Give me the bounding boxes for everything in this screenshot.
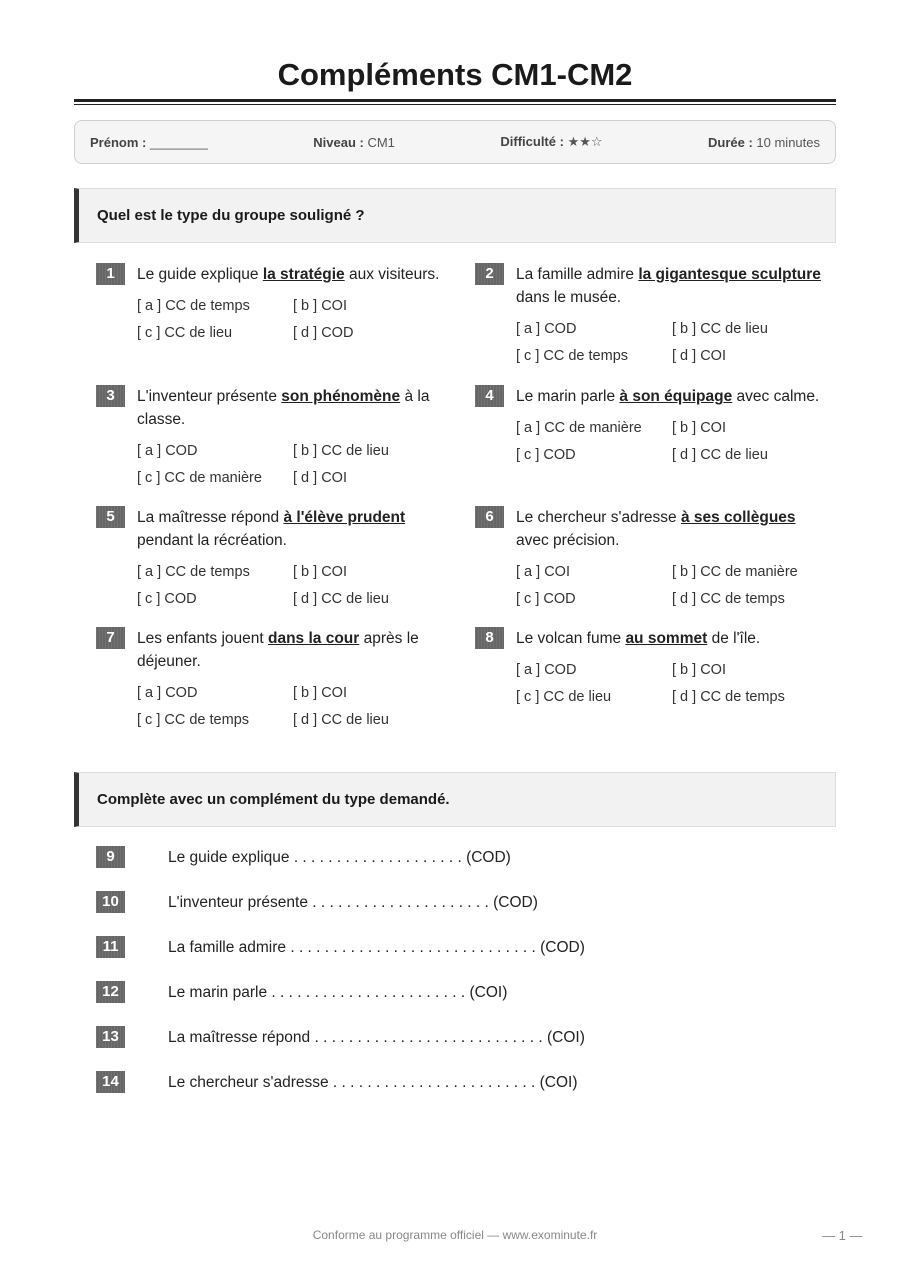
option-c[interactable]: [ c ] COD: [516, 447, 576, 463]
option-d[interactable]: [ d ] CC de lieu: [293, 712, 389, 728]
option-a[interactable]: [ a ] COD: [137, 443, 198, 459]
option-c[interactable]: [ c ] CC de lieu: [137, 325, 233, 341]
option-c[interactable]: [ c ] COD: [137, 591, 197, 607]
answer-options: [137, 682, 446, 731]
option-a[interactable]: [ a ] CC de temps: [137, 564, 250, 580]
option-d[interactable]: [ d ] CC de temps: [672, 689, 785, 705]
question-text: Le marin parle à son équipage avec calme.: [516, 388, 820, 405]
question-number: 2: [475, 263, 504, 285]
option-b[interactable]: [ b ] COI: [672, 662, 726, 678]
niveau-label: Niveau :: [313, 134, 364, 150]
underlined-group: la gigantesque sculpture: [638, 266, 821, 283]
question-number: 11: [96, 936, 125, 958]
niveau-field: [313, 135, 395, 150]
underlined-group: son phénomène: [281, 388, 401, 405]
question-text: Le chercheur s'adresse à ses collègues avec précision.: [516, 509, 796, 549]
option-c[interactable]: [ c ] CC de temps: [137, 712, 250, 728]
underlined-group: à son équipage: [619, 388, 733, 405]
option-a[interactable]: [ a ] CC de temps: [137, 298, 250, 314]
question-number: 1: [96, 263, 125, 285]
question-text: La famille admire la gigantesque sculpture dans le musée.: [516, 266, 821, 306]
answer-options: [516, 659, 825, 708]
option-d[interactable]: [ d ] COI: [672, 348, 726, 364]
difficulte-value: ★★☆: [567, 134, 603, 149]
answer-options: [137, 561, 446, 610]
question-number: 14: [96, 1071, 125, 1093]
option-b[interactable]: [ b ] COI: [293, 685, 347, 701]
title-rule-thick: [74, 99, 836, 102]
page-title: Compléments CM1-CM2: [277, 57, 633, 92]
question-item: [475, 263, 825, 367]
underlined-group: à ses collègues: [680, 509, 796, 526]
info-bar: [74, 120, 836, 164]
section-title: Complète avec un complément du type demandé.: [97, 791, 450, 808]
prenom-field[interactable]: [90, 135, 208, 150]
question-item: [96, 627, 446, 731]
answer-options: [137, 295, 446, 344]
underlined-group: la stratégie: [262, 266, 345, 283]
answer-options: [516, 417, 825, 466]
section-title: Quel est le type du groupe souligné ?: [97, 207, 365, 224]
duree-value: 10 minutes: [756, 134, 820, 150]
question-text: Le volcan fume au sommet de l'île.: [516, 630, 761, 647]
option-a[interactable]: [ a ] COD: [516, 321, 577, 337]
option-a[interactable]: [ a ] COI: [516, 564, 570, 580]
niveau-value: CM1: [367, 134, 395, 150]
question-number: 10: [96, 891, 125, 913]
question-number: 8: [475, 627, 504, 649]
question-text: Les enfants jouent dans la cour après le déjeuner.: [137, 630, 419, 670]
question-number: 12: [96, 981, 125, 1003]
answer-options: [516, 561, 825, 610]
prenom-value: ________: [149, 134, 208, 150]
underlined-group: au sommet: [625, 630, 708, 647]
option-a[interactable]: [ a ] CC de manière: [516, 420, 642, 436]
duree-label: Durée :: [707, 134, 753, 150]
option-a[interactable]: [ a ] COD: [137, 685, 198, 701]
difficulte-field: [500, 134, 602, 150]
question-item: [96, 506, 446, 610]
difficulte-label: Difficulté :: [500, 134, 564, 149]
question-item: [475, 385, 825, 466]
option-b[interactable]: [ b ] CC de lieu: [293, 443, 389, 459]
question-number: 3: [96, 385, 125, 407]
option-d[interactable]: [ d ] CC de lieu: [672, 447, 768, 463]
option-c[interactable]: [ c ] CC de manière: [137, 470, 262, 486]
option-c[interactable]: [ c ] COD: [516, 591, 576, 607]
underlined-group: à l'élève prudent: [283, 509, 406, 526]
underlined-group: dans la cour: [268, 630, 360, 647]
fill-text[interactable]: Le guide explique . . . . . . . . . . . . . . . . . . . . (COD): [168, 849, 511, 866]
option-d[interactable]: [ d ] COI: [293, 470, 347, 486]
question-item: [96, 385, 446, 489]
option-b[interactable]: [ b ] COI: [293, 564, 347, 580]
option-b[interactable]: [ b ] CC de lieu: [672, 321, 768, 337]
question-text: Le guide explique la stratégie aux visiteurs.: [137, 266, 440, 283]
duree-field: [708, 135, 820, 150]
fill-text[interactable]: L'inventeur présente . . . . . . . . . . . . . . . . . . . . . (COD): [168, 894, 538, 911]
option-b[interactable]: [ b ] CC de manière: [672, 564, 798, 580]
fill-text[interactable]: La maîtresse répond . . . . . . . . . . . . . . . . . . . . . . . . . . . (COI): [168, 1029, 585, 1046]
section-header-complete: [74, 772, 836, 827]
option-d[interactable]: [ d ] CC de temps: [672, 591, 785, 607]
footer-text: Conforme au programme officiel — www.exominute.fr: [312, 1228, 598, 1242]
option-d[interactable]: [ d ] COD: [293, 325, 354, 341]
fill-text[interactable]: La famille admire . . . . . . . . . . . . . . . . . . . . . . . . . . . . . (COD): [168, 939, 585, 956]
question-text: La maîtresse répond à l'élève prudent pendant la récréation.: [137, 509, 406, 549]
question-number: 4: [475, 385, 504, 407]
fill-text[interactable]: Le chercheur s'adresse . . . . . . . . . . . . . . . . . . . . . . . . (COI): [168, 1074, 578, 1091]
option-b[interactable]: [ b ] COI: [672, 420, 726, 436]
question-item: [96, 263, 446, 344]
page-number: — 1 —: [822, 1228, 863, 1243]
question-item: [475, 627, 825, 708]
option-d[interactable]: [ d ] CC de lieu: [293, 591, 389, 607]
question-number: 13: [96, 1026, 125, 1048]
question-number: 5: [96, 506, 125, 528]
section-header-type: [74, 188, 836, 243]
answer-options: [137, 440, 446, 489]
question-number: 9: [96, 846, 125, 868]
option-b[interactable]: [ b ] COI: [293, 298, 347, 314]
option-c[interactable]: [ c ] CC de temps: [516, 348, 629, 364]
option-a[interactable]: [ a ] COD: [516, 662, 577, 678]
option-c[interactable]: [ c ] CC de lieu: [516, 689, 612, 705]
question-number: 6: [475, 506, 504, 528]
prenom-label: Prénom :: [90, 134, 147, 150]
question-number: 7: [96, 627, 125, 649]
question-text: L'inventeur présente son phénomène à la classe.: [137, 388, 430, 428]
fill-text[interactable]: Le marin parle . . . . . . . . . . . . . . . . . . . . . . . (COI): [168, 984, 508, 1001]
question-item: [475, 506, 825, 610]
title-rule-thin: [74, 104, 836, 105]
answer-options: [516, 318, 825, 367]
